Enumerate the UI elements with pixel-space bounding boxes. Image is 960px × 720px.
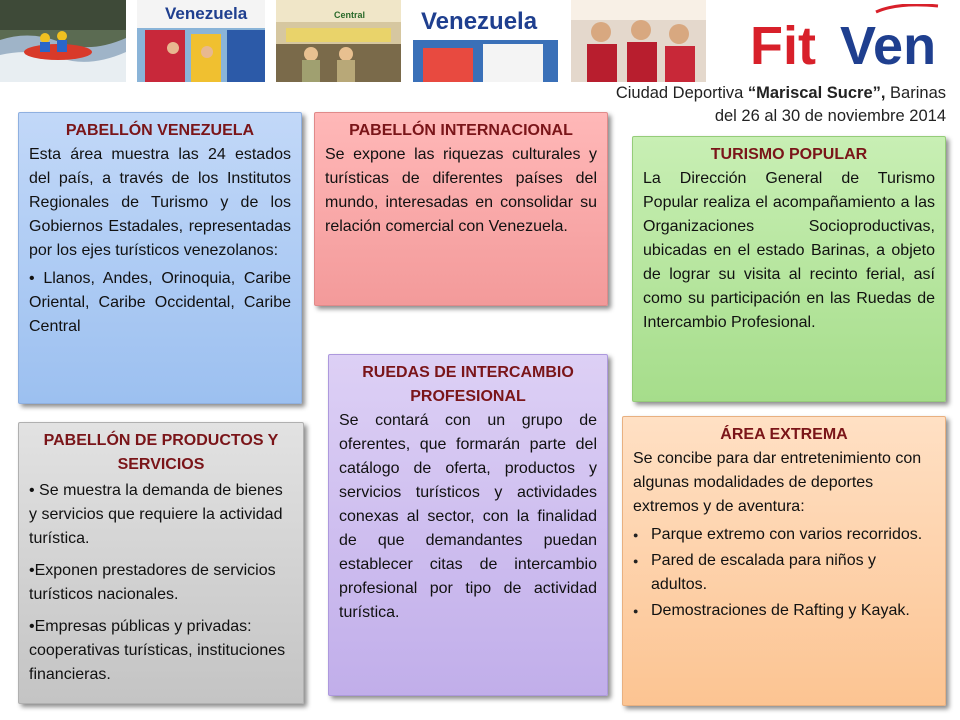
section-bullet: • Llanos, Andes, Orinoquia, Caribe Oriental, Caribe Occidental, Caribe Central	[29, 270, 291, 335]
section-title: TURISMO POPULAR	[710, 146, 868, 163]
list-item: ● Parque extremo con varios recorridos.	[633, 523, 935, 547]
rafting-photo	[0, 0, 126, 82]
svg-text:Ven: Ven	[840, 16, 937, 76]
section-text: Esta área muestra las 24 estados del país, a través de los Institutos Regionales de Turismo y de los Gobiernos Estadales, representadas por los ejes turísticos venezolanos:	[29, 146, 291, 259]
section-title: ÁREA EXTREMA	[720, 426, 848, 443]
pabellon-venezuela-box	[18, 112, 302, 404]
list-item: ● Demostraciones de Rafting y Kayak.	[633, 599, 935, 623]
venue-hall-photo	[276, 0, 401, 82]
list-item: • Se muestra la demanda de bienes y servicios que requiere la actividad turística.	[29, 482, 283, 547]
list-item: ● Pared de escalada para niños y adultos.	[633, 549, 935, 597]
svg-text:Fit: Fit	[750, 16, 816, 76]
photo-sign: Central	[334, 10, 366, 20]
section-text: La Dirección General de Turismo Popular realiza el acompañamiento a las Organizaciones Socioproductivas, ubicadas en el estado Barinas, a objeto de lograr su visita al recinto ferial, así como su participación en las Ruedas de Intercambio Profesional.	[643, 170, 935, 331]
venue-prefix: Ciudad Deportiva	[615, 84, 748, 102]
section-list	[29, 479, 293, 687]
ruedas-intercambio-box	[328, 354, 608, 696]
section-text: Se contará con un grupo de oferentes, que formarán parte del catálogo de oferta, productos y servicios turísticos y actividades conexas al sector, con la finalidad de que demandantes puedan establecer citas de intercambio profesional por tipo de actividad turística.	[339, 412, 597, 621]
section-title: PABELLÓN INTERNACIONAL	[349, 122, 573, 139]
venue-name: “Mariscal Sucre”,	[747, 84, 886, 102]
venezuela-stand-photo	[137, 0, 265, 82]
section-title: PABELLÓN VENEZUELA	[65, 122, 255, 139]
pabellon-internacional-box	[314, 112, 608, 306]
list-item: •Exponen prestadores de servicios turísticos nacionales.	[29, 562, 276, 603]
photo-sign: Venezuela	[421, 8, 538, 35]
venue-info	[616, 82, 946, 128]
event-dates: del 26 al 30 de noviembre 2014	[714, 107, 946, 125]
venezuela-booth-photo	[413, 0, 558, 82]
turismo-popular-box	[632, 136, 946, 402]
section-text: Se concibe para dar entretenimiento con algunas modalidades de deportes extremos y de aventura:	[633, 450, 922, 515]
staff-photo	[571, 0, 706, 82]
photo-sign: Venezuela	[165, 4, 248, 23]
section-list	[633, 523, 935, 623]
section-title: RUEDAS DE INTERCAMBIO PROFESIONAL	[362, 364, 574, 405]
fitven-logo	[748, 4, 953, 76]
section-text: Se expone las riquezas culturales y turísticas de diferentes países del mundo, interesadas en consolidar su relación comercial con Venezuela.	[325, 146, 597, 235]
area-extrema-box	[622, 416, 946, 706]
section-title: PABELLÓN DE PRODUCTOS Y SERVICIOS	[43, 432, 279, 473]
venue-city: Barinas	[885, 84, 946, 102]
list-item: •Empresas públicas y privadas: cooperativas turísticas, instituciones financieras.	[29, 618, 286, 683]
pabellon-productos-box	[18, 422, 304, 704]
